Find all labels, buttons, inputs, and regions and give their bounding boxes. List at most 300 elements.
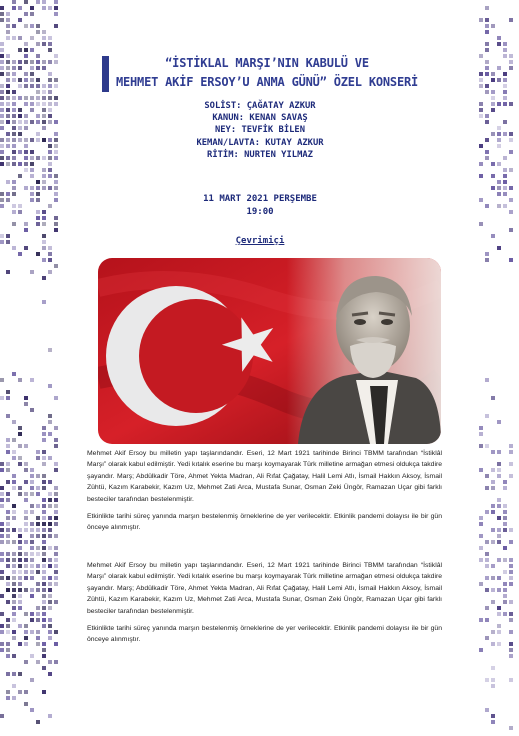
- pattern-square: [24, 84, 28, 88]
- pattern-square: [509, 462, 513, 466]
- pattern-square: [48, 492, 52, 496]
- pattern-square: [18, 486, 22, 490]
- pattern-square: [497, 534, 501, 538]
- pattern-square: [503, 132, 507, 136]
- pattern-square: [485, 156, 489, 160]
- pattern-square: [0, 396, 4, 400]
- credit-soloist: SOLİST: ÇAĞATAY AZKUR: [204, 101, 316, 111]
- pattern-square: [497, 558, 501, 562]
- pattern-square: [42, 240, 46, 244]
- pattern-square: [48, 60, 52, 64]
- pattern-square: [24, 42, 28, 46]
- pattern-square: [497, 462, 501, 466]
- pattern-square: [12, 582, 16, 586]
- pattern-square: [491, 450, 495, 454]
- pattern-square: [30, 474, 34, 478]
- pattern-square: [54, 120, 58, 124]
- description-paragraph: Mehmet Akif Ersoy bu milletin yapı taşlarındandır. Eseri, 12 Mart 1921 tarihinde Birinci TBMM tarafından “İstiklâl Marşı” olarak kabul edilmiştir. Yedi kıtalık eserine bu marşı koymayarak Türk milletine armağan etmesi oldukça takdire şayandır. Marş; Abdülkadir Töre, Ahmet Yekta Madran, Ali Rıfat Çağatay, Halil Lemi Atlı, İsmail Hakkın Aksoy, İsmail Zühtü, Kazım Karabekir, Kazım Uz, Mehmet Zati Arca, Mustafa Sunar, Osman Zeki Üngör, Ramazan Uçar gibi farklı besteciler tarafından bestelenmiştir.: [87, 562, 442, 615]
- pattern-square: [36, 552, 40, 556]
- pattern-square: [12, 60, 16, 64]
- pattern-square: [30, 540, 34, 544]
- pattern-square: [12, 114, 16, 118]
- pattern-square: [36, 570, 40, 574]
- pattern-square: [485, 42, 489, 46]
- pattern-square: [30, 654, 34, 658]
- pattern-square: [18, 84, 22, 88]
- pattern-square: [54, 192, 58, 196]
- pattern-square: [36, 474, 40, 478]
- pattern-square: [48, 600, 52, 604]
- pattern-square: [24, 558, 28, 562]
- pattern-square: [491, 684, 495, 688]
- pattern-square: [485, 24, 489, 28]
- pattern-square: [0, 486, 4, 490]
- pattern-square: [54, 642, 58, 646]
- pattern-square: [24, 540, 28, 544]
- pattern-square: [503, 528, 507, 532]
- pattern-square: [42, 540, 46, 544]
- pattern-square: [509, 648, 513, 652]
- pattern-square: [48, 480, 52, 484]
- pattern-square: [18, 672, 22, 676]
- pattern-square: [0, 54, 4, 58]
- pattern-square: [42, 654, 46, 658]
- pattern-square: [485, 414, 489, 418]
- pattern-square: [48, 618, 52, 622]
- pattern-square: [6, 120, 10, 124]
- pattern-square: [0, 12, 4, 16]
- pattern-square: [497, 36, 501, 40]
- pattern-square: [0, 204, 4, 208]
- pattern-square: [503, 90, 507, 94]
- pattern-square: [48, 534, 52, 538]
- pattern-square: [503, 480, 507, 484]
- pattern-square: [18, 66, 22, 70]
- pattern-square: [6, 492, 10, 496]
- pattern-square: [6, 624, 10, 628]
- pattern-square: [6, 12, 10, 16]
- pattern-square: [12, 654, 16, 658]
- pattern-square: [0, 66, 4, 70]
- pattern-square: [491, 90, 495, 94]
- pattern-square: [0, 648, 4, 652]
- pattern-square: [24, 120, 28, 124]
- pattern-square: [509, 138, 513, 142]
- pattern-square: [54, 396, 58, 400]
- pattern-square: [509, 654, 513, 658]
- pattern-square: [54, 510, 58, 514]
- pattern-square: [30, 270, 34, 274]
- pattern-square: [497, 246, 501, 250]
- pattern-square: [42, 168, 46, 172]
- pattern-square: [24, 552, 28, 556]
- pattern-square: [18, 462, 22, 466]
- pattern-square: [24, 522, 28, 526]
- pattern-square: [503, 504, 507, 508]
- pattern-square: [42, 450, 46, 454]
- pattern-square: [0, 72, 4, 76]
- pattern-square: [18, 456, 22, 460]
- pattern-square: [503, 72, 507, 76]
- pattern-square: [485, 678, 489, 682]
- pattern-square: [485, 150, 489, 154]
- pattern-square: [36, 120, 40, 124]
- pattern-square: [509, 564, 513, 568]
- pattern-square: [24, 444, 28, 448]
- pattern-square: [36, 222, 40, 226]
- pattern-square: [30, 492, 34, 496]
- description-paragraph: Mehmet Akif Ersoy bu milletin yapı taşlarındandır. Eseri, 12 Mart 1921 tarihinde Birinci TBMM tarafından “İstiklâl Marşı” olarak kabul edilmiştir. Yedi kıtalık eserine bu marşı koymayarak Türk milletine armağan etmesi oldukça takdire şayandır. Marş; Abdülkadir Töre, Ahmet Yekta Madran, Ali Rıfat Çağatay, Halil Lemi Atlı, İsmail Hakkın Aksoy, İsmail Zühtü, Kazım Karabekir, Kazım Uz, Mehmet Zati Arca, Mustafa Sunar, Osman Zeki Üngör, Ramazan Uçar gibi farklı besteciler tarafından bestelenmiştir.: [87, 450, 442, 503]
- pattern-square: [54, 24, 58, 28]
- pattern-square: [509, 618, 513, 622]
- pattern-square: [42, 606, 46, 610]
- pattern-square: [497, 642, 501, 646]
- pattern-square: [24, 528, 28, 532]
- pattern-square: [12, 72, 16, 76]
- pattern-square: [479, 546, 483, 550]
- pattern-square: [42, 642, 46, 646]
- pattern-square: [42, 138, 46, 142]
- pattern-square: [6, 60, 10, 64]
- pattern-square: [12, 486, 16, 490]
- pattern-square: [48, 258, 52, 262]
- pattern-square: [42, 486, 46, 490]
- pattern-square: [36, 114, 40, 118]
- pattern-square: [48, 522, 52, 526]
- pattern-square: [36, 78, 40, 82]
- pattern-square: [24, 636, 28, 640]
- pattern-square: [36, 66, 40, 70]
- pattern-square: [48, 594, 52, 598]
- pattern-square: [509, 186, 513, 190]
- pattern-square: [42, 6, 46, 10]
- pattern-square: [54, 660, 58, 664]
- pattern-square: [54, 228, 58, 232]
- pattern-square: [18, 576, 22, 580]
- pattern-square: [18, 60, 22, 64]
- pattern-square: [24, 0, 28, 4]
- pattern-square: [42, 186, 46, 190]
- pattern-square: [48, 114, 52, 118]
- pattern-square: [18, 114, 22, 118]
- pattern-square: [479, 162, 483, 166]
- pattern-square: [18, 138, 22, 142]
- pattern-square: [503, 594, 507, 598]
- pattern-square: [42, 618, 46, 622]
- pattern-square: [18, 378, 22, 382]
- pattern-square: [18, 690, 22, 694]
- pattern-square: [24, 498, 28, 502]
- pattern-square: [6, 516, 10, 520]
- pattern-square: [42, 612, 46, 616]
- pattern-square: [6, 690, 10, 694]
- pattern-square: [12, 504, 16, 508]
- pattern-square: [42, 156, 46, 160]
- pattern-square: [18, 606, 22, 610]
- pattern-square: [479, 54, 483, 58]
- pattern-square: [42, 570, 46, 574]
- pattern-square: [6, 30, 10, 34]
- pattern-square: [30, 198, 34, 202]
- pattern-square: [491, 396, 495, 400]
- pattern-square: [54, 492, 58, 496]
- pattern-square: [0, 498, 4, 502]
- pattern-square: [30, 468, 34, 472]
- pattern-square: [479, 18, 483, 22]
- pattern-square: [36, 456, 40, 460]
- pattern-square: [18, 546, 22, 550]
- pattern-square: [24, 396, 28, 400]
- pattern-square: [24, 510, 28, 514]
- pattern-square: [18, 564, 22, 568]
- pattern-square: [6, 576, 10, 580]
- pattern-square: [24, 492, 28, 496]
- pattern-square: [491, 630, 495, 634]
- pattern-square: [503, 84, 507, 88]
- pattern-square: [6, 108, 10, 112]
- pattern-square: [36, 96, 40, 100]
- pattern-square: [12, 180, 16, 184]
- pattern-square: [485, 552, 489, 556]
- pattern-square: [0, 528, 4, 532]
- pattern-square: [48, 576, 52, 580]
- pattern-square: [42, 600, 46, 604]
- pattern-square: [48, 72, 52, 76]
- pattern-square: [0, 90, 4, 94]
- pattern-square: [12, 222, 16, 226]
- pattern-square: [36, 546, 40, 550]
- pattern-square: [6, 54, 10, 58]
- pattern-square: [36, 522, 40, 526]
- pattern-square: [30, 618, 34, 622]
- pattern-square: [503, 54, 507, 58]
- pattern-square: [48, 558, 52, 562]
- pattern-square: [42, 510, 46, 514]
- pattern-square: [18, 432, 22, 436]
- pattern-square: [48, 630, 52, 634]
- pattern-square: [48, 384, 52, 388]
- pattern-square: [54, 600, 58, 604]
- pattern-square: [485, 588, 489, 592]
- pattern-square: [48, 636, 52, 640]
- pattern-square: [54, 144, 58, 148]
- pattern-square: [18, 120, 22, 124]
- pattern-square: [30, 12, 34, 16]
- right-decorative-pattern: [479, 0, 519, 736]
- pattern-square: [54, 132, 58, 136]
- pattern-square: [0, 84, 4, 88]
- pattern-square: [503, 612, 507, 616]
- pattern-square: [12, 540, 16, 544]
- pattern-square: [6, 198, 10, 202]
- pattern-square: [12, 0, 16, 4]
- pattern-square: [479, 222, 483, 226]
- pattern-square: [30, 708, 34, 712]
- pattern-square: [30, 546, 34, 550]
- pattern-square: [6, 192, 10, 196]
- pattern-square: [491, 504, 495, 508]
- pattern-square: [12, 516, 16, 520]
- pattern-square: [48, 168, 52, 172]
- pattern-square: [503, 192, 507, 196]
- pattern-square: [36, 156, 40, 160]
- pattern-square: [18, 528, 22, 532]
- pattern-square: [54, 150, 58, 154]
- event-date: 11 MART 2021 PERŞEMBE: [203, 194, 317, 204]
- pattern-square: [12, 450, 16, 454]
- pattern-square: [12, 120, 16, 124]
- pattern-square: [509, 60, 513, 64]
- pattern-square: [30, 66, 34, 70]
- pattern-square: [479, 102, 483, 106]
- pattern-square: [48, 204, 52, 208]
- pattern-square: [6, 480, 10, 484]
- pattern-square: [36, 642, 40, 646]
- pattern-square: [12, 570, 16, 574]
- pattern-square: [36, 180, 40, 184]
- pattern-square: [12, 618, 16, 622]
- pattern-square: [42, 0, 46, 4]
- pattern-square: [42, 582, 46, 586]
- pattern-square: [491, 600, 495, 604]
- pattern-square: [18, 132, 22, 136]
- pattern-square: [42, 474, 46, 478]
- pattern-square: [485, 606, 489, 610]
- pattern-square: [36, 42, 40, 46]
- pattern-square: [48, 150, 52, 154]
- pattern-square: [503, 600, 507, 604]
- pattern-square: [6, 24, 10, 28]
- pattern-square: [30, 138, 34, 142]
- pattern-square: [48, 36, 52, 40]
- pattern-square: [42, 534, 46, 538]
- pattern-square: [6, 78, 10, 82]
- pattern-square: [509, 540, 513, 544]
- pattern-square: [54, 462, 58, 466]
- pattern-square: [42, 120, 46, 124]
- pattern-square: [485, 258, 489, 262]
- pattern-square: [48, 714, 52, 718]
- pattern-square: [6, 36, 10, 40]
- pattern-square: [509, 576, 513, 580]
- pattern-square: [12, 102, 16, 106]
- pattern-square: [42, 90, 46, 94]
- pattern-square: [54, 444, 58, 448]
- pattern-square: [36, 588, 40, 592]
- pattern-square: [54, 498, 58, 502]
- pattern-square: [6, 642, 10, 646]
- pattern-square: [48, 48, 52, 52]
- pattern-square: [24, 12, 28, 16]
- pattern-square: [485, 444, 489, 448]
- pattern-square: [30, 102, 34, 106]
- pattern-square: [12, 612, 16, 616]
- pattern-square: [48, 246, 52, 250]
- pattern-square: [30, 534, 34, 538]
- pattern-square: [30, 162, 34, 166]
- pattern-square: [30, 408, 34, 412]
- pattern-square: [18, 108, 22, 112]
- pattern-square: [497, 630, 501, 634]
- pattern-square: [491, 96, 495, 100]
- pattern-square: [0, 630, 4, 634]
- pattern-square: [54, 630, 58, 634]
- pattern-square: [0, 198, 4, 202]
- pattern-square: [12, 564, 16, 568]
- pattern-square: [6, 552, 10, 556]
- pattern-square: [18, 150, 22, 154]
- pattern-square: [503, 180, 507, 184]
- pattern-square: [491, 72, 495, 76]
- pattern-square: [48, 42, 52, 46]
- pattern-square: [491, 78, 495, 82]
- pattern-square: [485, 378, 489, 382]
- pattern-square: [24, 588, 28, 592]
- pattern-square: [42, 66, 46, 70]
- pattern-square: [42, 576, 46, 580]
- pattern-square: [42, 588, 46, 592]
- pattern-square: [18, 6, 22, 10]
- pattern-square: [479, 582, 483, 586]
- pattern-square: [54, 138, 58, 142]
- pattern-square: [485, 474, 489, 478]
- pattern-square: [0, 468, 4, 472]
- pattern-square: [42, 222, 46, 226]
- pattern-square: [491, 510, 495, 514]
- pattern-square: [497, 606, 501, 610]
- pattern-square: [6, 396, 10, 400]
- pattern-square: [12, 186, 16, 190]
- pattern-square: [30, 480, 34, 484]
- pattern-square: [6, 672, 10, 676]
- pattern-square: [54, 216, 58, 220]
- pattern-square: [503, 558, 507, 562]
- pattern-square: [42, 426, 46, 430]
- pattern-square: [48, 624, 52, 628]
- pattern-square: [6, 534, 10, 538]
- pattern-square: [30, 576, 34, 580]
- pattern-square: [6, 540, 10, 544]
- pattern-square: [36, 138, 40, 142]
- pattern-square: [18, 492, 22, 496]
- pattern-square: [485, 540, 489, 544]
- pattern-square: [24, 114, 28, 118]
- pattern-square: [42, 174, 46, 178]
- pattern-square: [30, 630, 34, 634]
- pattern-square: [42, 690, 46, 694]
- pattern-square: [6, 618, 10, 622]
- event-title-line-2: MEHMET AKİF ERSOY’U ANMA GÜNÜ” ÖZEL KONSERİ: [115, 75, 419, 89]
- pattern-square: [6, 156, 10, 160]
- pattern-square: [18, 210, 22, 214]
- pattern-square: [48, 420, 52, 424]
- pattern-square: [42, 60, 46, 64]
- pattern-square: [6, 450, 10, 454]
- pattern-square: [497, 420, 501, 424]
- pattern-square: [485, 18, 489, 22]
- pattern-square: [503, 168, 507, 172]
- pattern-square: [12, 90, 16, 94]
- pattern-square: [485, 510, 489, 514]
- pattern-square: [48, 90, 52, 94]
- pattern-square: [6, 102, 10, 106]
- pattern-square: [485, 30, 489, 34]
- pattern-square: [12, 558, 16, 562]
- pattern-square: [0, 108, 4, 112]
- pattern-square: [6, 240, 10, 244]
- pattern-square: [36, 102, 40, 106]
- pattern-square: [36, 216, 40, 220]
